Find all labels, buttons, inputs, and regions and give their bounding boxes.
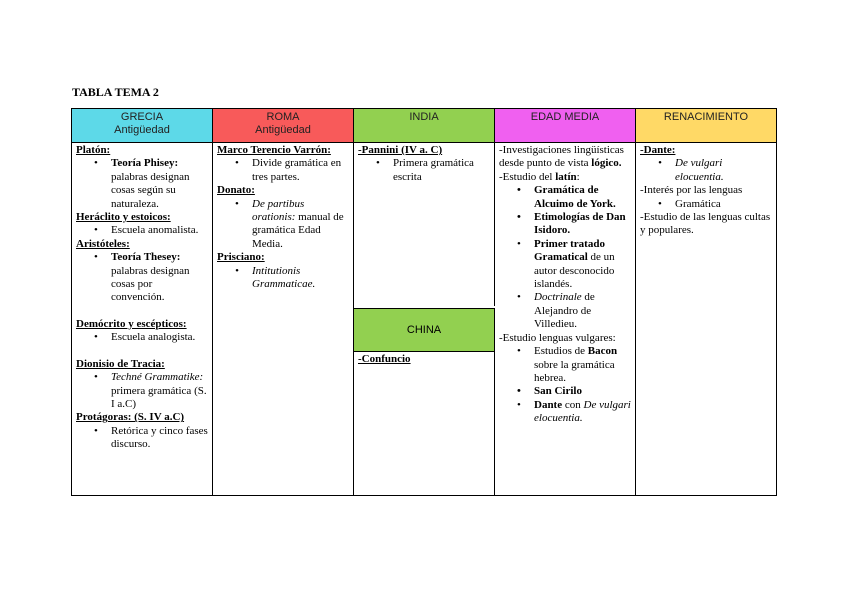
doctrinale-title: Doctrinale [534,291,582,304]
list-item [217,198,349,252]
list-item: • Primera gramática escrita [358,157,490,184]
tratado-title: Primer tratado Gramatical [534,237,605,264]
donato-work-text: manual de gramática Edad Media. [252,211,344,250]
bacon-post: sobre la gramática hebrea. [534,358,615,384]
grecia-democrito: Demócrito y escépticos: [76,317,187,330]
list-item [76,371,208,411]
list-item [76,157,208,211]
edad-media-line2-end: : [576,170,580,183]
doctrinale-text: de Alejandro de Villedieu. [534,291,595,331]
list-item: • Etimologías de Dan Isidoro. [499,211,631,238]
renacimiento-dante: -Dante: [640,144,676,156]
list-item: • Divide gramática en tres partes. [217,157,349,184]
header-china [354,308,495,352]
tratado-text: de un autor desconocido islandés. [534,251,615,291]
dante-connector: con [562,398,584,411]
header-edad-media-name: EDAD MEDIA [530,111,600,123]
list-item [499,399,631,426]
list-item [499,345,631,385]
header-roma-sub: Antigüedad [255,124,311,136]
bacon-pre: Estudios de [534,345,588,358]
platon-theory-text: palabras designan cosas según su naturaleza. [111,170,190,210]
dionisio-work: Techné Grammatike: [111,371,204,384]
dante-name: Dante [534,398,563,411]
header-grecia [72,109,213,143]
grecia-heraclito: Heráclito y estoicos: [76,211,171,224]
column-roma [213,143,354,495]
edad-media-line1 [499,144,631,171]
edad-media-line3: -Estudio lenguas vulgares: [499,331,616,344]
edad-media-line2-bold: latín [555,170,577,183]
list-item: • Intitutionis Grammaticae. [217,265,349,292]
edad-media-line1-text: -Investigaciones lingüísticas desde punto de vista [499,144,624,170]
list-item: • Gramática de Alcuimo de York. [499,184,631,211]
document-title: TABLA TEMA 2 [72,85,159,99]
header-grecia-name: GRECIA [120,111,164,123]
header-renacimiento [636,109,776,143]
history-table [71,108,777,496]
donato-work: De partibus orationis: [252,197,305,224]
edad-media-line2 [499,171,631,184]
list-item: • Escuela anomalista. [76,224,208,237]
grecia-protagoras: Protágoras: (S. IV a.C) [76,411,185,424]
list-item [499,291,631,331]
header-renacimiento-name: RENACIMIENTO [663,111,749,123]
list-item: • Gramática [640,198,772,211]
header-india [354,109,495,143]
header-china-name: CHINA [406,324,442,336]
aristoteles-theory-text: palabras designan cosas por convención. [111,264,190,304]
dante-work: De vulgari elocuentia. [534,398,631,425]
grecia-platon: Platón: [76,144,111,156]
bacon-name: Bacon [587,345,618,358]
header-roma [213,109,354,143]
edad-media-line1-bold: lógico. [591,157,622,170]
grecia-dionisio: Dionisio de Tracia: [76,357,165,370]
renacimiento-line3: -Estudio de las lenguas cultas y populares. [640,211,771,237]
aristoteles-theory: Teoría Thesey: [111,251,181,264]
dionisio-work-text: primera gramática (S. I a.C) [111,384,207,410]
header-india-name: INDIA [409,111,439,123]
india-panini: -Pannini (IV a. C) [358,144,443,156]
header-grecia-sub: Antigüedad [114,124,170,136]
list-item: • Retórica y cinco fases discurso. [76,425,208,452]
list-item: • De vulgari elocuentia. [640,157,772,184]
roma-prisciano: Prisciano: [217,251,265,264]
column-india [354,143,495,306]
column-renacimiento [636,143,776,495]
roma-donato: Donato: [217,184,255,197]
renacimiento-line2: -Interés por las lenguas [640,184,743,197]
list-item: • San Cirilo [499,385,631,398]
header-roma-name: ROMA [266,111,300,123]
platon-theory: Teoría Phisey: [111,157,179,170]
column-edad-media [495,143,636,495]
column-china [354,352,495,495]
edad-media-line2-text: -Estudio del [499,170,556,183]
grecia-aristoteles: Aristóteles: [76,237,130,250]
list-item [76,251,208,305]
china-confucio: -Confuncio [358,353,411,365]
list-item: • Escuela analogista. [76,331,208,344]
column-grecia [72,143,213,495]
list-item [499,238,631,292]
header-edad-media [495,109,636,143]
roma-varron: Marco Terencio Varrón: [217,144,331,156]
